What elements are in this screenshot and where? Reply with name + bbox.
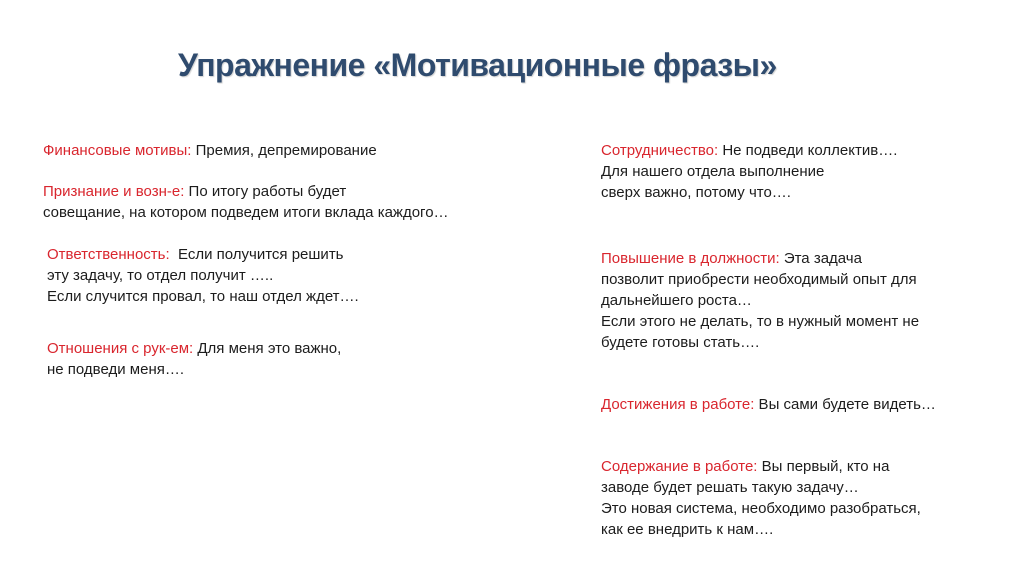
motive-text: Премия, депремирование: [191, 142, 377, 159]
motive-text: Не подведи коллектив….: [718, 142, 898, 159]
motive-text: эту задачу, то отдел получит …..: [47, 267, 274, 284]
motive-label: Достижения в работе:: [601, 396, 755, 413]
motive-label: Ответственность:: [47, 246, 170, 263]
motive-text: Если этого не делать, то в нужный момент не: [601, 313, 920, 330]
motive-text: По итогу работы будет: [184, 183, 347, 200]
motive-text: совещание, на котором подведем итоги вклада каждого…: [43, 204, 449, 221]
motive-text: будете готовы стать….: [601, 334, 760, 351]
motive-text: Это новая система, необходимо разобраться,: [601, 500, 921, 517]
motive-promotion: [601, 248, 919, 353]
motive-label: Содержание в работе:: [601, 458, 758, 475]
motive-text: Если получится решить: [169, 246, 344, 263]
motive-label: Признание и возн-е:: [43, 183, 185, 200]
motive-text: заводе будет решать такую задачу…: [601, 479, 859, 496]
motive-label: Отношения с рук-ем:: [47, 340, 194, 357]
motive-text: Вы сами будете видеть…: [754, 396, 936, 413]
motive-label: Повышение в должности:: [601, 250, 780, 267]
motive-text: Для меня это важно,: [193, 340, 342, 357]
motive-work-content: [601, 456, 921, 540]
motive-text: Эта задача: [779, 250, 862, 267]
page-title: Упражнение «Мотивационные фразы»: [178, 47, 777, 83]
motive-cooperation: [601, 140, 897, 203]
motive-text: Для нашего отдела выполнение: [601, 163, 825, 180]
motive-manager-relations: [47, 338, 341, 380]
motive-text: как ее внедрить к нам….: [601, 521, 774, 538]
motive-recognition: [43, 181, 449, 223]
motive-label: Сотрудничество:: [601, 142, 719, 159]
motive-text: не подведи меня….: [47, 361, 185, 378]
motive-text: сверх важно, потому что….: [601, 184, 791, 201]
motive-achievements: [601, 394, 936, 415]
motive-text: Если случится провал, то наш отдел ждет….: [47, 288, 359, 305]
motive-text: Вы первый, кто на: [757, 458, 890, 475]
motive-text: позволит приобрести необходимый опыт для: [601, 271, 917, 288]
motive-text: дальнейшего роста…: [601, 292, 752, 309]
motive-financial: [43, 140, 377, 161]
motive-responsibility: [47, 244, 359, 307]
motive-label: Финансовые мотивы:: [43, 142, 192, 159]
